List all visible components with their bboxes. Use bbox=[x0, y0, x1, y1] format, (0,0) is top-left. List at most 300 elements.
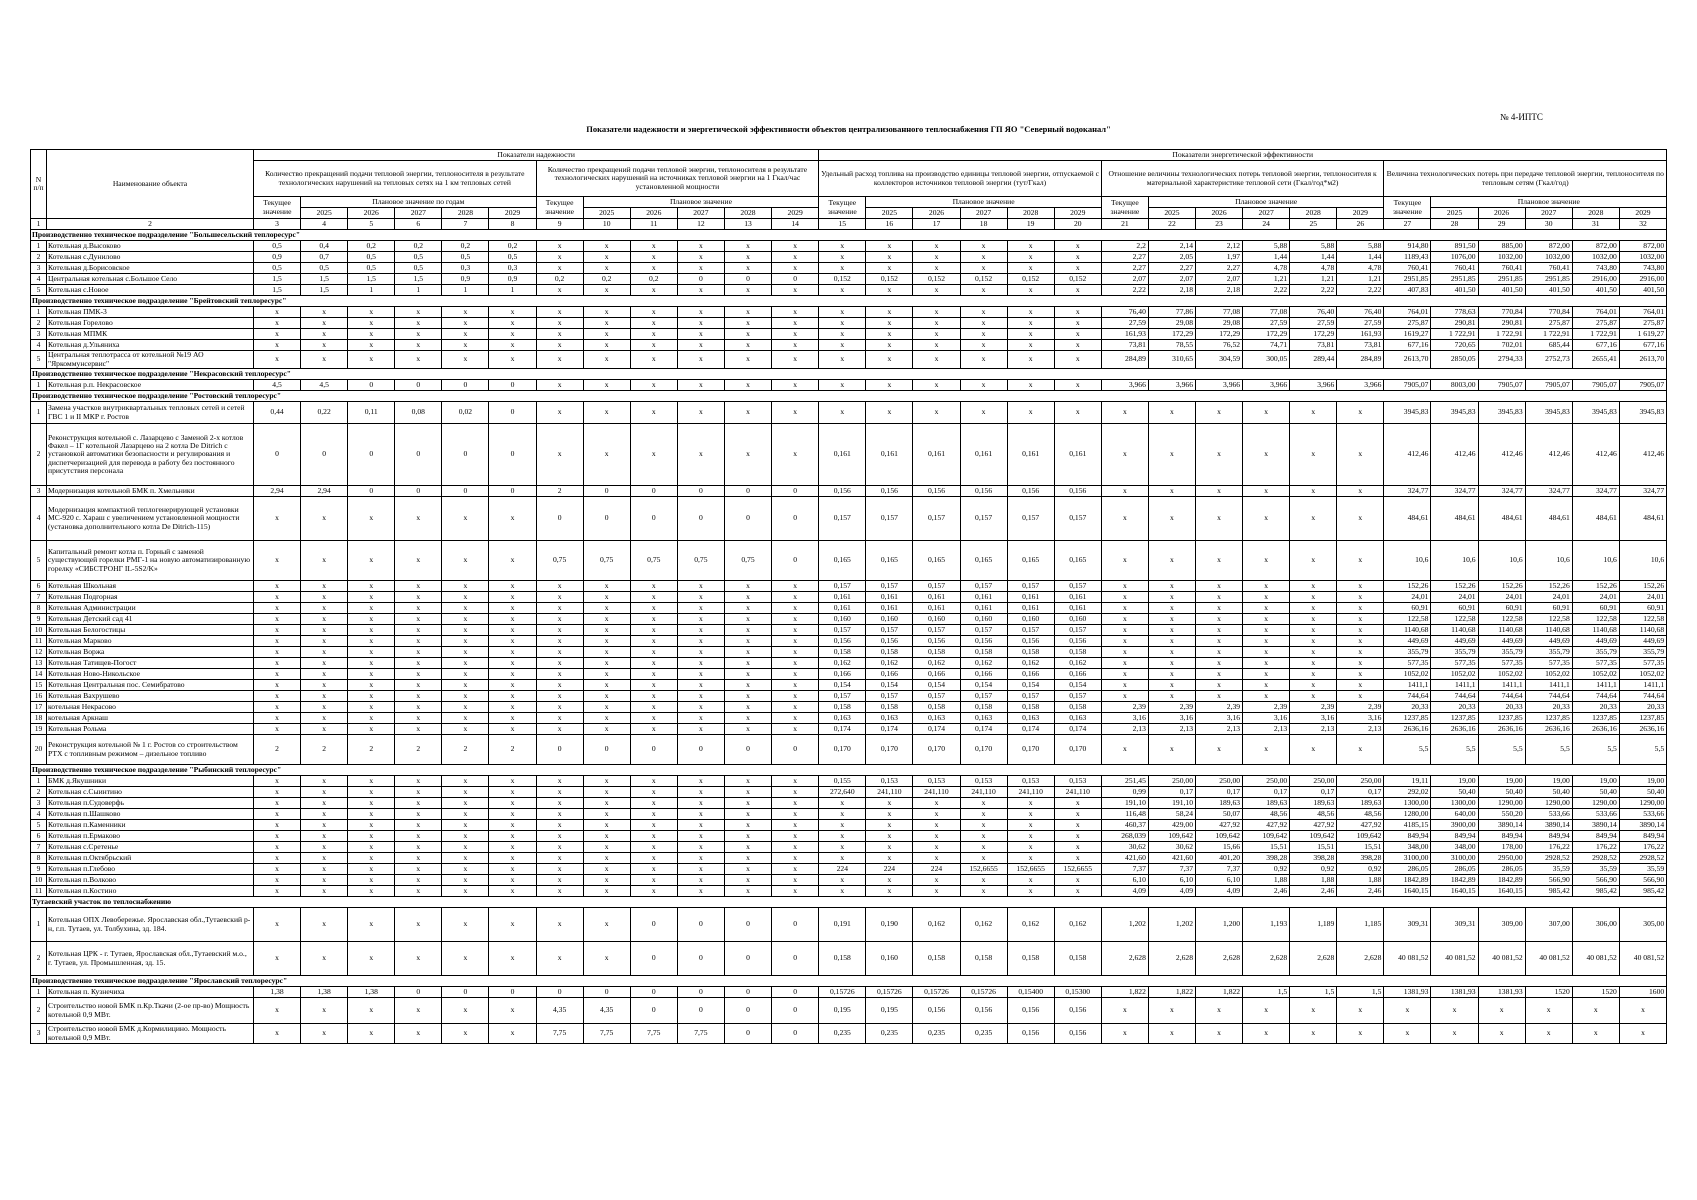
value-cell: x bbox=[1101, 669, 1148, 680]
value-cell: 50,40 bbox=[1431, 787, 1478, 798]
value-cell: x bbox=[348, 942, 395, 976]
value-cell: 1140,68 bbox=[1431, 625, 1478, 636]
value-cell: 743,80 bbox=[1572, 263, 1619, 274]
value-cell: 0,195 bbox=[866, 998, 913, 1024]
value-cell: x bbox=[536, 908, 583, 942]
value-cell: 284,89 bbox=[1101, 351, 1148, 369]
value-cell: 1189,43 bbox=[1384, 252, 1431, 263]
year-header: 2027 bbox=[395, 208, 442, 219]
object-name: Котельная п.Шашково bbox=[47, 809, 254, 820]
value-cell: x bbox=[1196, 691, 1243, 702]
value-cell: x bbox=[348, 636, 395, 647]
value-cell: x bbox=[395, 497, 442, 541]
value-cell: x bbox=[1196, 680, 1243, 691]
value-cell: 1140,68 bbox=[1572, 625, 1619, 636]
table-row bbox=[31, 351, 1667, 369]
value-cell: 35,59 bbox=[1572, 864, 1619, 875]
value-cell: x bbox=[1290, 691, 1337, 702]
value-cell: 0,235 bbox=[819, 1024, 866, 1044]
value-cell: x bbox=[1243, 614, 1290, 625]
value-cell: 401,50 bbox=[1431, 285, 1478, 296]
value-cell: x bbox=[1007, 340, 1054, 351]
value-cell: 2,27 bbox=[1101, 252, 1148, 263]
value-cell: 10,6 bbox=[1572, 541, 1619, 581]
value-cell: 3,16 bbox=[1148, 713, 1195, 724]
plan-header: Плановое значение bbox=[583, 197, 819, 208]
value-cell: x bbox=[489, 998, 536, 1024]
value-cell: x bbox=[1290, 658, 1337, 669]
value-cell: 0,156 bbox=[960, 486, 1007, 497]
value-cell: 0,152 bbox=[1054, 274, 1101, 285]
value-cell: x bbox=[1054, 853, 1101, 864]
value-cell: 1,38 bbox=[301, 987, 348, 998]
table-row bbox=[31, 669, 1667, 680]
value-cell: 412,46 bbox=[1572, 424, 1619, 486]
value-cell: x bbox=[630, 658, 677, 669]
value-cell: 60,91 bbox=[1619, 603, 1666, 614]
value-cell: x bbox=[301, 669, 348, 680]
value-cell: 0,156 bbox=[960, 636, 1007, 647]
value-cell: 178,00 bbox=[1478, 842, 1525, 853]
value-cell: 0,17 bbox=[1148, 787, 1195, 798]
value-cell: x bbox=[772, 724, 819, 735]
efficiency-header: Показатели энергетической эффективности bbox=[819, 150, 1667, 161]
value-cell: x bbox=[536, 886, 583, 897]
year-header: 2026 bbox=[1196, 208, 1243, 219]
value-cell: 1,38 bbox=[254, 987, 301, 998]
value-cell: x bbox=[1054, 318, 1101, 329]
value-cell: x bbox=[254, 351, 301, 369]
value-cell: 241,110 bbox=[960, 787, 1007, 798]
row-number: 6 bbox=[31, 831, 47, 842]
value-cell: 250,00 bbox=[1196, 776, 1243, 787]
value-cell: x bbox=[395, 680, 442, 691]
column-number: 30 bbox=[1525, 219, 1572, 230]
value-cell: 0,158 bbox=[960, 702, 1007, 713]
value-cell: 0,92 bbox=[1290, 864, 1337, 875]
value-cell: x bbox=[1196, 735, 1243, 765]
section-row bbox=[31, 230, 1667, 241]
value-cell: x bbox=[1148, 424, 1195, 486]
value-cell: 2,22 bbox=[1337, 285, 1384, 296]
value-cell: 1,5 bbox=[301, 274, 348, 285]
value-cell: x bbox=[1101, 680, 1148, 691]
value-cell: x bbox=[489, 798, 536, 809]
value-cell: x bbox=[254, 776, 301, 787]
value-cell: x bbox=[819, 809, 866, 820]
value-cell: x bbox=[772, 329, 819, 340]
value-cell: 0 bbox=[583, 987, 630, 998]
value-cell: x bbox=[724, 831, 771, 842]
value-cell: 251,45 bbox=[1101, 776, 1148, 787]
value-cell: 0,161 bbox=[866, 592, 913, 603]
value-cell: 0,162 bbox=[1007, 658, 1054, 669]
value-cell: 4,09 bbox=[1101, 886, 1148, 897]
value-cell: x bbox=[348, 853, 395, 864]
object-name: Котельная д.Борисовское bbox=[47, 263, 254, 274]
row-number: 10 bbox=[31, 875, 47, 886]
value-cell: 1290,00 bbox=[1572, 798, 1619, 809]
value-cell: x bbox=[1101, 497, 1148, 541]
year-header: 2025 bbox=[583, 208, 630, 219]
value-cell: 0,5 bbox=[254, 241, 301, 252]
value-cell: 0 bbox=[772, 987, 819, 998]
value-cell: 0 bbox=[536, 735, 583, 765]
value-cell: 1640,15 bbox=[1431, 886, 1478, 897]
current-value-header: Текущее значение bbox=[536, 197, 583, 219]
row-number: 3 bbox=[31, 329, 47, 340]
value-cell: x bbox=[1290, 1024, 1337, 1044]
value-cell: x bbox=[1337, 614, 1384, 625]
value-cell: 1,44 bbox=[1337, 252, 1384, 263]
year-header: 2026 bbox=[348, 208, 395, 219]
value-cell: 50,40 bbox=[1619, 787, 1666, 798]
value-cell: x bbox=[301, 864, 348, 875]
value-cell: 19,00 bbox=[1525, 776, 1572, 787]
value-cell: x bbox=[583, 658, 630, 669]
value-cell: x bbox=[536, 592, 583, 603]
value-cell: 0,162 bbox=[1054, 908, 1101, 942]
value-cell: x bbox=[960, 831, 1007, 842]
value-cell: x bbox=[301, 998, 348, 1024]
value-cell: 0 bbox=[677, 908, 724, 942]
value-cell: x bbox=[1196, 636, 1243, 647]
value-cell: 0 bbox=[772, 998, 819, 1024]
value-cell: x bbox=[1054, 307, 1101, 318]
table-header bbox=[31, 150, 1667, 230]
column-number: 5 bbox=[348, 219, 395, 230]
value-cell: 0,174 bbox=[913, 724, 960, 735]
value-cell: 885,00 bbox=[1478, 241, 1525, 252]
value-cell: x bbox=[395, 908, 442, 942]
table-row bbox=[31, 1024, 1667, 1044]
value-cell: x bbox=[348, 776, 395, 787]
value-cell: 566,90 bbox=[1572, 875, 1619, 886]
value-cell: x bbox=[254, 614, 301, 625]
value-cell: x bbox=[536, 402, 583, 424]
value-cell: 1140,68 bbox=[1525, 625, 1572, 636]
value-cell: x bbox=[772, 647, 819, 658]
value-cell: x bbox=[254, 647, 301, 658]
value-cell: x bbox=[1101, 424, 1148, 486]
value-cell: 1381,93 bbox=[1431, 987, 1478, 998]
table-row bbox=[31, 285, 1667, 296]
value-cell: 1032,00 bbox=[1572, 252, 1619, 263]
value-cell: x bbox=[442, 614, 489, 625]
value-cell: 2,628 bbox=[1196, 942, 1243, 976]
value-cell: x bbox=[489, 351, 536, 369]
value-cell: x bbox=[489, 614, 536, 625]
value-cell: 1032,00 bbox=[1478, 252, 1525, 263]
value-cell: 1,5 bbox=[1290, 987, 1337, 998]
value-cell: x bbox=[772, 864, 819, 875]
value-cell: 0 bbox=[724, 908, 771, 942]
value-cell: 760,41 bbox=[1431, 263, 1478, 274]
value-cell: x bbox=[301, 581, 348, 592]
value-cell: 161,93 bbox=[1101, 329, 1148, 340]
value-cell: 0 bbox=[677, 497, 724, 541]
value-cell: 0,75 bbox=[724, 541, 771, 581]
table-row bbox=[31, 820, 1667, 831]
value-cell: 1640,15 bbox=[1478, 886, 1525, 897]
value-cell: x bbox=[1054, 842, 1101, 853]
value-cell: 2,27 bbox=[1101, 263, 1148, 274]
value-cell: 3890,14 bbox=[1619, 820, 1666, 831]
value-cell: 0,157 bbox=[819, 581, 866, 592]
value-cell: 172,29 bbox=[1243, 329, 1290, 340]
value-cell: x bbox=[960, 252, 1007, 263]
value-cell: x bbox=[1619, 1024, 1666, 1044]
table-row bbox=[31, 853, 1667, 864]
value-cell: x bbox=[1337, 581, 1384, 592]
value-cell: 0,153 bbox=[913, 776, 960, 787]
section-row bbox=[31, 391, 1667, 402]
value-cell: 355,79 bbox=[1431, 647, 1478, 658]
row-number: 3 bbox=[31, 486, 47, 497]
value-cell: 152,26 bbox=[1619, 581, 1666, 592]
value-cell: x bbox=[677, 820, 724, 831]
value-cell: 0,163 bbox=[1054, 713, 1101, 724]
value-cell: 2951,85 bbox=[1384, 274, 1431, 285]
value-cell: 0 bbox=[724, 735, 771, 765]
value-cell: x bbox=[583, 592, 630, 603]
value-cell: x bbox=[489, 776, 536, 787]
plan-header: Плановое значение bbox=[1431, 197, 1667, 208]
value-cell: 401,50 bbox=[1525, 285, 1572, 296]
value-cell: 1520 bbox=[1572, 987, 1619, 998]
value-cell: x bbox=[395, 340, 442, 351]
value-cell: 0,161 bbox=[819, 603, 866, 614]
value-cell: x bbox=[819, 402, 866, 424]
value-cell: 1,189 bbox=[1290, 908, 1337, 942]
value-cell: 550,20 bbox=[1478, 809, 1525, 820]
value-cell: x bbox=[772, 263, 819, 274]
object-name: Котельная с.Дунилово bbox=[47, 252, 254, 263]
value-cell: x bbox=[1148, 669, 1195, 680]
value-cell: x bbox=[442, 787, 489, 798]
value-cell: x bbox=[395, 625, 442, 636]
value-cell: x bbox=[254, 581, 301, 592]
value-cell: x bbox=[724, 842, 771, 853]
value-cell: 0,9 bbox=[442, 274, 489, 285]
value-cell: x bbox=[724, 318, 771, 329]
value-cell: x bbox=[913, 886, 960, 897]
value-cell: x bbox=[583, 614, 630, 625]
value-cell: 2636,16 bbox=[1431, 724, 1478, 735]
value-cell: 427,92 bbox=[1243, 820, 1290, 831]
value-cell: x bbox=[724, 285, 771, 296]
row-number: 18 bbox=[31, 713, 47, 724]
value-cell: 0,157 bbox=[1007, 581, 1054, 592]
value-cell: 2,39 bbox=[1243, 702, 1290, 713]
table-row bbox=[31, 497, 1667, 541]
value-cell: 0,170 bbox=[1007, 735, 1054, 765]
value-cell: x bbox=[1243, 402, 1290, 424]
value-cell: 401,50 bbox=[1478, 285, 1525, 296]
value-cell: x bbox=[630, 787, 677, 798]
value-cell: x bbox=[1431, 1024, 1478, 1044]
value-cell: x bbox=[772, 820, 819, 831]
value-cell: 3,966 bbox=[1243, 380, 1290, 391]
value-cell: x bbox=[583, 351, 630, 369]
current-value-header: Текущее значение bbox=[1101, 197, 1148, 219]
object-name: Котельная д.Высоково bbox=[47, 241, 254, 252]
col-header-name: Наименование объекта bbox=[47, 150, 254, 219]
value-cell: 77,08 bbox=[1196, 307, 1243, 318]
value-cell: x bbox=[724, 614, 771, 625]
value-cell: 1237,85 bbox=[1619, 713, 1666, 724]
value-cell: x bbox=[442, 831, 489, 842]
value-cell: x bbox=[677, 875, 724, 886]
value-cell: x bbox=[489, 592, 536, 603]
value-cell: x bbox=[442, 647, 489, 658]
value-cell: x bbox=[489, 942, 536, 976]
value-cell: x bbox=[395, 942, 442, 976]
object-name: Котельная п.Глебово bbox=[47, 864, 254, 875]
value-cell: 324,77 bbox=[1619, 486, 1666, 497]
value-cell: 0 bbox=[724, 1024, 771, 1044]
value-cell: x bbox=[1007, 875, 1054, 886]
value-cell: 0,158 bbox=[819, 702, 866, 713]
value-cell: x bbox=[724, 691, 771, 702]
value-cell: x bbox=[395, 864, 442, 875]
value-cell: 78,55 bbox=[1148, 340, 1195, 351]
value-cell: x bbox=[913, 329, 960, 340]
value-cell: x bbox=[348, 351, 395, 369]
row-number: 6 bbox=[31, 581, 47, 592]
value-cell: x bbox=[630, 307, 677, 318]
value-cell: 5,88 bbox=[1243, 241, 1290, 252]
value-cell: 2951,85 bbox=[1431, 274, 1478, 285]
value-cell: 1,44 bbox=[1290, 252, 1337, 263]
value-cell: 0 bbox=[677, 942, 724, 976]
value-cell: x bbox=[866, 307, 913, 318]
value-cell: 849,94 bbox=[1478, 831, 1525, 842]
value-cell: x bbox=[724, 603, 771, 614]
value-cell: x bbox=[772, 424, 819, 486]
value-cell: x bbox=[348, 340, 395, 351]
value-cell: x bbox=[536, 340, 583, 351]
table-row bbox=[31, 241, 1667, 252]
value-cell: x bbox=[1290, 680, 1337, 691]
value-cell: x bbox=[724, 787, 771, 798]
object-name: Котельная Подгорная bbox=[47, 592, 254, 603]
value-cell: 0,158 bbox=[819, 647, 866, 658]
value-cell: 0 bbox=[630, 942, 677, 976]
value-cell: 412,46 bbox=[1431, 424, 1478, 486]
value-cell: x bbox=[536, 614, 583, 625]
column-number: 28 bbox=[1431, 219, 1478, 230]
value-cell: 0,92 bbox=[1337, 864, 1384, 875]
value-cell: 250,00 bbox=[1290, 776, 1337, 787]
value-cell: x bbox=[772, 636, 819, 647]
value-cell: x bbox=[583, 842, 630, 853]
value-cell: 0,154 bbox=[1007, 680, 1054, 691]
value-cell: 0,157 bbox=[866, 581, 913, 592]
value-cell: 286,05 bbox=[1431, 864, 1478, 875]
value-cell: x bbox=[536, 647, 583, 658]
value-cell: 268,039 bbox=[1101, 831, 1148, 842]
value-cell: 0,153 bbox=[866, 776, 913, 787]
column-number: 19 bbox=[1007, 219, 1054, 230]
value-cell: 0 bbox=[395, 424, 442, 486]
value-cell: x bbox=[536, 263, 583, 274]
value-cell: 2,13 bbox=[1196, 724, 1243, 735]
value-cell: x bbox=[677, 625, 724, 636]
value-cell: x bbox=[536, 329, 583, 340]
value-cell: x bbox=[254, 1024, 301, 1044]
value-cell: x bbox=[724, 669, 771, 680]
table-row bbox=[31, 831, 1667, 842]
value-cell: 0,190 bbox=[866, 908, 913, 942]
value-cell: 577,35 bbox=[1572, 658, 1619, 669]
value-cell: 0,153 bbox=[1007, 776, 1054, 787]
value-cell: x bbox=[442, 307, 489, 318]
value-cell: 50,07 bbox=[1196, 809, 1243, 820]
value-cell: x bbox=[1007, 809, 1054, 820]
value-cell: 2655,41 bbox=[1572, 351, 1619, 369]
value-cell: x bbox=[301, 680, 348, 691]
value-cell: x bbox=[536, 307, 583, 318]
value-cell: 1,185 bbox=[1337, 908, 1384, 942]
value-cell: 2928,52 bbox=[1619, 853, 1666, 864]
value-cell: x bbox=[1054, 329, 1101, 340]
value-cell: x bbox=[489, 886, 536, 897]
value-cell: x bbox=[1196, 581, 1243, 592]
value-cell: 407,83 bbox=[1384, 285, 1431, 296]
value-cell: x bbox=[1054, 402, 1101, 424]
value-cell: 484,61 bbox=[1525, 497, 1572, 541]
value-cell: 1,97 bbox=[1196, 252, 1243, 263]
value-cell: x bbox=[442, 581, 489, 592]
value-cell: x bbox=[1148, 614, 1195, 625]
value-cell: x bbox=[583, 886, 630, 897]
value-cell: x bbox=[536, 713, 583, 724]
value-cell: x bbox=[254, 680, 301, 691]
value-cell: x bbox=[630, 831, 677, 842]
value-cell: 566,90 bbox=[1525, 875, 1572, 886]
value-cell: 849,94 bbox=[1619, 831, 1666, 842]
value-cell: 4,5 bbox=[254, 380, 301, 391]
value-cell: x bbox=[1243, 1024, 1290, 1044]
object-name: Модернизация компактной теплогенерирующей установки МС-920 с. Хараш с увеличением установленной мощности (установка дополнительного котла De Ditrich-115) bbox=[47, 497, 254, 541]
value-cell: 0,191 bbox=[819, 908, 866, 942]
group-header-network-outages: Количество прекращений подачи тепловой энергии, теплоносителя в результате технологических нарушений на тепловых сетях на 1 км тепловых сетей bbox=[254, 161, 537, 197]
value-cell: x bbox=[536, 776, 583, 787]
current-value-header: Текущее значение bbox=[1384, 197, 1431, 219]
value-cell: x bbox=[677, 809, 724, 820]
value-cell: 20,33 bbox=[1619, 702, 1666, 713]
value-cell: x bbox=[913, 340, 960, 351]
value-cell: x bbox=[583, 724, 630, 735]
value-cell: x bbox=[395, 329, 442, 340]
value-cell: 1300,00 bbox=[1384, 798, 1431, 809]
value-cell: 0,157 bbox=[960, 581, 1007, 592]
value-cell: 0,157 bbox=[960, 625, 1007, 636]
value-cell: x bbox=[724, 402, 771, 424]
value-cell: 577,35 bbox=[1478, 658, 1525, 669]
value-cell: 189,63 bbox=[1290, 798, 1337, 809]
value-cell: 5,5 bbox=[1619, 735, 1666, 765]
object-name: Котельная п.Судоверфь bbox=[47, 798, 254, 809]
value-cell: 1290,00 bbox=[1478, 798, 1525, 809]
column-number: 27 bbox=[1384, 219, 1431, 230]
value-cell: 0,157 bbox=[1007, 497, 1054, 541]
value-cell: 1 bbox=[442, 285, 489, 296]
value-cell: x bbox=[677, 680, 724, 691]
value-cell: x bbox=[301, 636, 348, 647]
value-cell: 109,642 bbox=[1243, 831, 1290, 842]
